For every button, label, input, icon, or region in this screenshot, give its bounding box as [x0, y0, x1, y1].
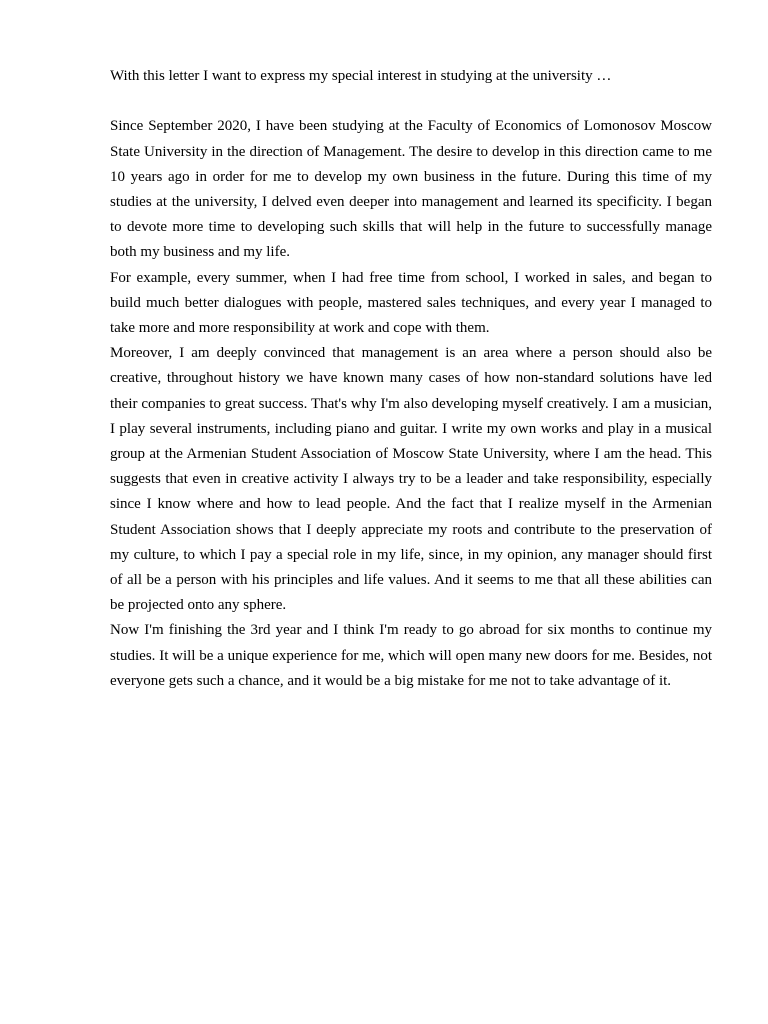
paragraph-studies: Since September 2020, I have been studying at the Faculty of Economics of Lomonosov Moscow State University in the direction of Management. The desire to develop in this direction came to me 10 years ago in order for me to develop my own business in the future. During this time of my studies at the university, I delved even deeper into management and learned its specificity. I began to devote more time to developing such skills that will help in the future to successfully manage both my business and my life. [110, 118, 712, 261]
paragraph-sales-experience: For example, every summer, when I had free time from school, I worked in sales, and began to build much better dialogues with people, mastered sales techniques, and every year I managed to take more and more responsibility at work and cope with them. [110, 269, 712, 337]
letter-body [110, 64, 712, 694]
paragraph-study-abroad: Now I'm finishing the 3rd year and I think I'm ready to go abroad for six months to continue my studies. It will be a unique experience for me, which will open many new doors for me. Besides, not everyone gets such a chance, and it would be a big mistake for me not to take advantage of it. [110, 622, 712, 689]
intro-line: With this letter I want to express my special interest in studying at the university … [110, 68, 612, 84]
blank-line [110, 89, 712, 114]
paragraph-creativity: Moreover, I am deeply convinced that management is an area where a person should also be creative, throughout history we have known many cases of how non-standard solutions have led their companies to great success. That's why I'm also developing myself creatively. I am a musician, I play several instruments, including piano and guitar. I write my own works and play in a musical group at the Armenian Student Association of Moscow State University, where I am the head. This suggests that even in creative activity I always try to be a leader and take responsibility, especially since I know where and how to lead people. And the fact that I realize myself in the Armenian Student Association shows that I deeply appreciate my roots and contribute to the preservation of my culture, to which I pay a special role in my life, since, in my opinion, any manager should first of all be a person with his principles and life values. And it seems to me that all these abilities can be projected onto any sphere. [110, 345, 712, 614]
